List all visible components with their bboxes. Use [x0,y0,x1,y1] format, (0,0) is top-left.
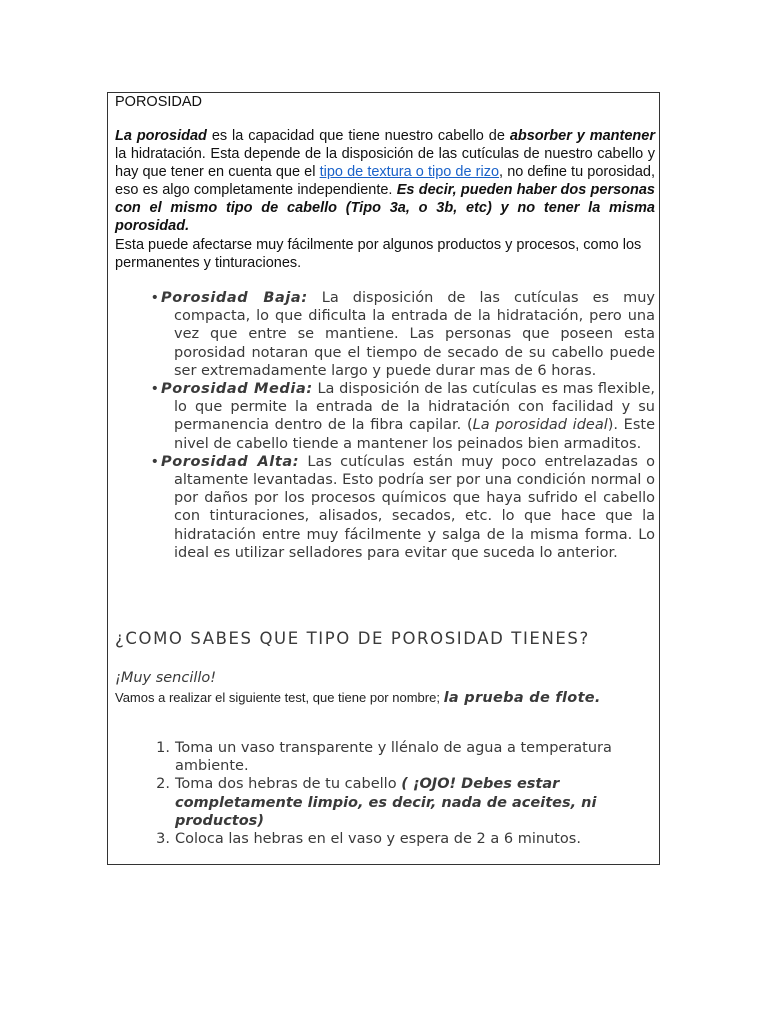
section-title: ¿COMO SABES QUE TIPO DE POROSIDAD TIENES? [115,629,590,648]
intro-bold-es-decir: Es decir, pueden haber dos personas con el mismo tipo de cabello (Tipo 3a, o 3b, etc) y no tener la misma porosidad. [115,182,655,234]
bullet-text: La disposición de las cutículas es mas flexible, lo que permite la entrada de la hidratación con facilidad y su permanencia dentro de la fibra capilar. ( [174,381,655,434]
step-text: Toma un vaso transparente y llénalo de agua a temperatura ambiente. [175,740,612,775]
muy-sencillo-text: ¡Muy sencillo! [115,670,217,686]
bullet-italic: La porosidad ideal [472,417,608,434]
porosity-list [149,289,655,562]
bullet-label: Porosidad Alta: [161,453,300,470]
intro-paragraph [115,127,655,235]
steps-list [145,739,655,848]
test-intro-text: Vamos a realizar el siguiente test, que tiene por nombre; [115,690,444,705]
test-intro [115,689,601,707]
bullet-dot-icon: • [150,453,159,470]
step-text: Toma dos hebras de tu cabello [175,776,402,793]
intro-text-3: , no define tu porosidad, eso es algo completamente independiente. [115,164,655,198]
test-name: la prueba de flote. [443,690,601,706]
intro-bold-absorber: absorber y mantener [509,128,655,144]
intro-text-2: la hidratación. Esta depende de la disposición de las cutículas de nuestro cabello y hay que tener en cuenta que el [115,146,655,180]
bullet-label: Porosidad Media: [161,381,313,398]
list-item-step-1 [145,739,655,775]
bullet-label: Porosidad Baja: [161,290,308,306]
bullet-dot-icon: • [150,290,159,306]
step-number: 2. [156,776,170,793]
bullet-text: La disposición de las cutículas es muy compacta, lo que dificulta la entrada de la hidratación, pero una vez que entre se mantiene. Las personas que poseen esta porosidad notaran que el tiempo de secado de su cabello puede ser extremadamente largo y puede durar mas de 6 horas. [174,290,655,379]
step-number: 3. [156,831,170,848]
step-number: 1. [156,740,170,756]
intro-paragraph-2: Esta puede afectarse muy fácilmente por algunos productos y procesos, como los permanentes y tinturaciones. [115,237,642,271]
list-item-step-2 [145,775,655,830]
list-item-alta [149,453,655,562]
step-emphasis: ( ¡OJO! Debes estar completamente limpio, es decir, nada de aceites, ni productos) [175,776,597,829]
list-item-step-3 [145,830,655,848]
bullet-dot-icon: • [150,381,159,398]
bullet-text: Las cutículas están muy poco entrelazadas o altamente levantadas. Esto podría ser por una condición normal o por daños por los procesos químicos que haya sufrido el cabello con tinturaciones, alisados, secados, etc. lo que hace que la hidratación entre muy fácilmente y salga de la misma forma. Lo ideal es utilizar selladores para evitar que suceda lo anterior. [174,453,655,561]
page-title: POROSIDAD [115,94,203,110]
bullet-text-2: ). Este nivel de cabello tiende a mantener los peinados bien armaditos. [174,417,655,452]
intro-text-1: es la capacidad que tiene nuestro cabello de [206,128,510,144]
list-item-baja [149,289,655,380]
intro-bold-porosidad: La porosidad [115,128,207,144]
textura-link[interactable]: tipo de textura o tipo de rizo [319,164,500,180]
document-frame [107,92,660,865]
list-item-media [149,380,655,453]
step-text: Coloca las hebras en el vaso y espera de 2 a 6 minutos. [175,831,581,848]
